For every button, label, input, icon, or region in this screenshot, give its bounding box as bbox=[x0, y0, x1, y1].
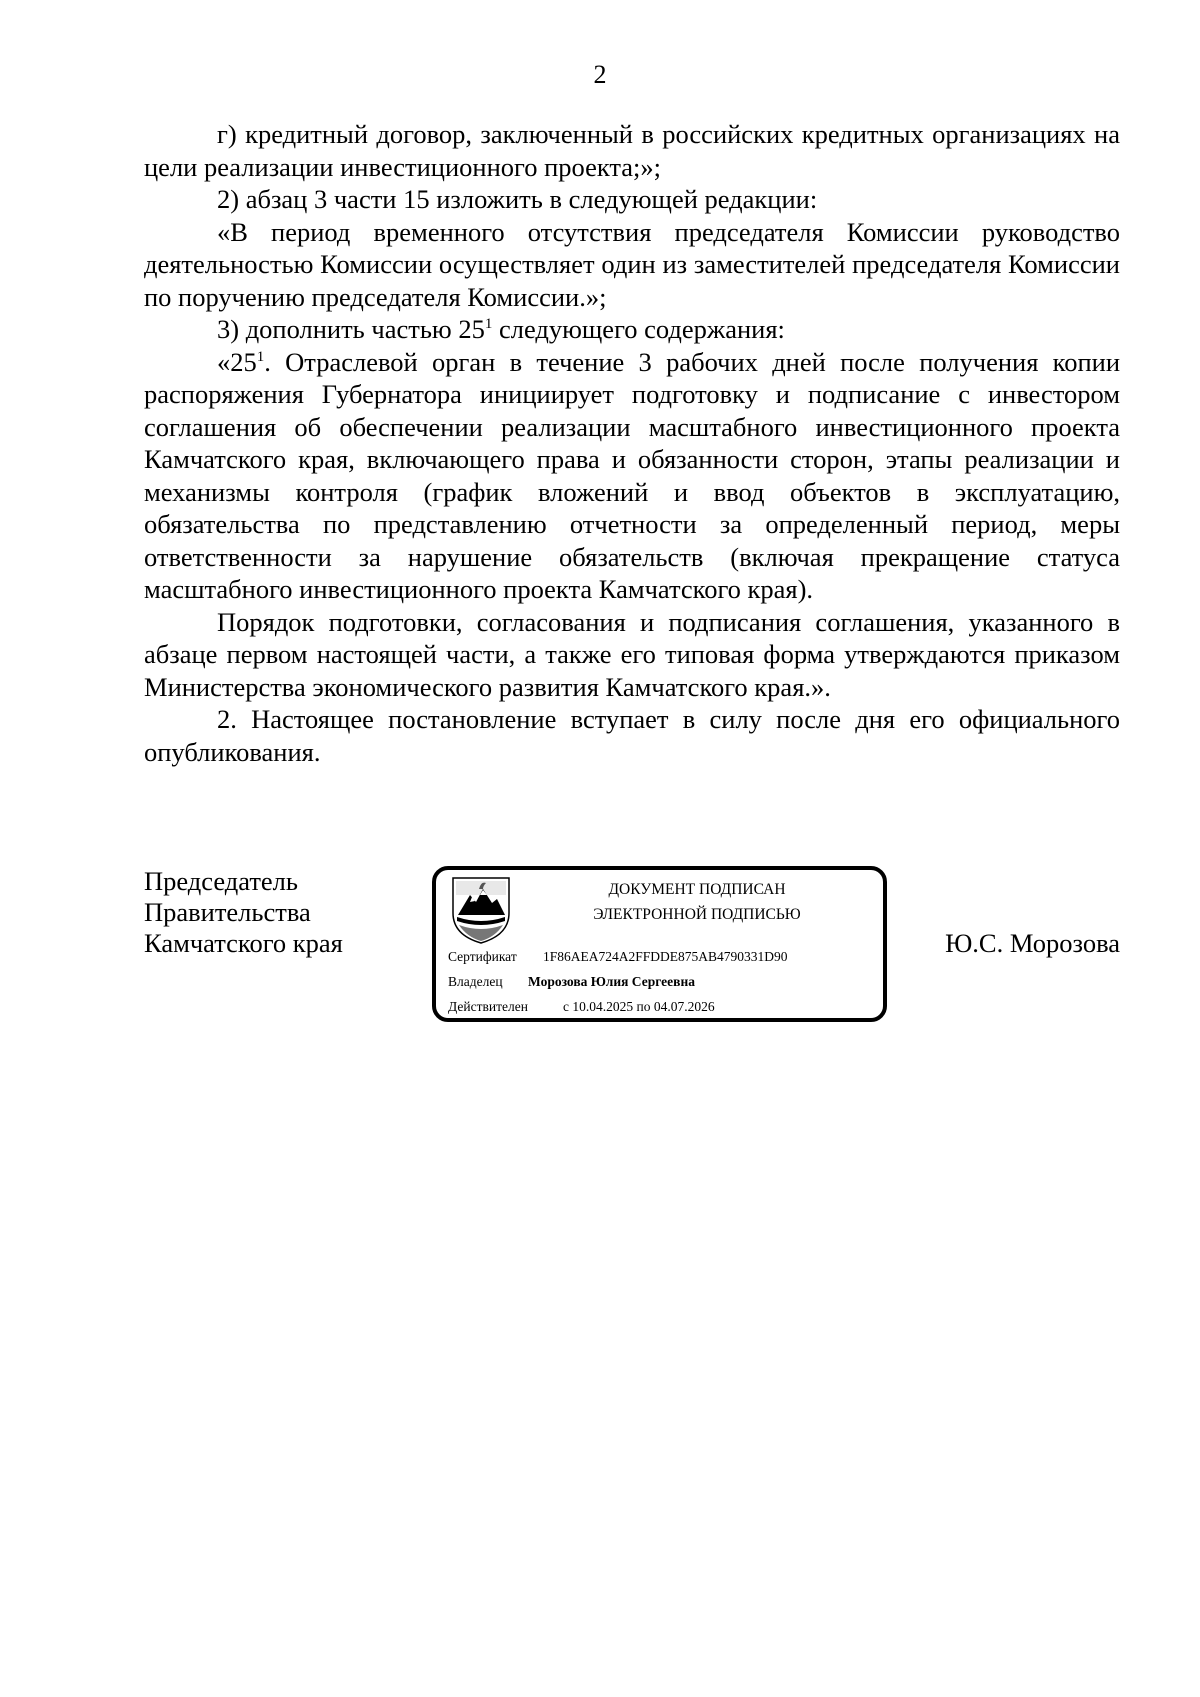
kamchatka-coat-of-arms-icon bbox=[450, 875, 512, 945]
paragraph-text: 3) дополнить частью 25 bbox=[217, 314, 485, 344]
paragraph: г) кредитный договор, заключенный в российских кредитных организациях на цели реализации инвестиционного проекта;»; bbox=[144, 119, 1120, 182]
signatory-name: Ю.С. Морозова bbox=[945, 928, 1120, 958]
superscript: 1 bbox=[484, 316, 493, 332]
owner-label: Владелец bbox=[448, 974, 503, 989]
paragraph bbox=[144, 313, 1120, 346]
document-body bbox=[144, 118, 1120, 768]
paragraph: 2) абзац 3 части 15 изложить в следующей редакции: bbox=[217, 184, 818, 214]
paragraph: «В период временного отсутствия председателя Комиссии руководство деятельностью Комиссии осуществляет один из заместителей председателя Комиссии по поручению председателя Комиссии.»; bbox=[144, 216, 1120, 312]
paragraph: Порядок подготовки, согласования и подписания соглашения, указанного в абзаце первом настоящей части, а также его типовая форма утверждаются приказом Министерства экономического развития Камчатского края.». bbox=[144, 606, 1120, 702]
stamp-subtitle: ЭЛЕКТРОННОЙ ПОДПИСЬЮ bbox=[593, 906, 801, 923]
paragraph: 2. Настоящее постановление вступает в силу после дня его официального опубликования. bbox=[144, 704, 1120, 767]
certificate-label: Сертификат bbox=[448, 949, 517, 964]
electronic-signature-stamp bbox=[432, 866, 887, 1022]
position-line: Камчатского края bbox=[144, 928, 343, 958]
paragraph-text: следующего содержания: bbox=[492, 314, 785, 344]
paragraph-text: . Отраслевой орган в течение 3 рабочих дней после получения копии распоряжения Губернатора инициирует подготовку и подписание с инвестором соглашения об обеспечении реализации масштабного инвестиционного проекта Камчатского края, включающего права и обязанности сторон, этапы реализации и механизмы контроля (график вложений и ввод объектов в эксплуатацию, обязательства по представлению отчетности за определенный период, меры ответственности за нарушение обязательств (включая прекращение статуса масштабного инвестиционного проекта Камчатского края). bbox=[144, 346, 1120, 604]
owner-row bbox=[448, 973, 873, 991]
validity-label: Действителен bbox=[448, 999, 528, 1014]
superscript: 1 bbox=[256, 348, 265, 365]
certificate-value: 1F86AEA724A2FFDDE875AB4790331D90 bbox=[543, 949, 788, 964]
position-line: Правительства bbox=[144, 897, 311, 927]
stamp-title: ДОКУМЕНТ ПОДПИСАН bbox=[608, 881, 786, 898]
page-number: 2 bbox=[593, 60, 607, 89]
certificate-row bbox=[448, 948, 873, 966]
owner-value: Морозова Юлия Сергеевна bbox=[528, 974, 695, 989]
position-line: Председатель bbox=[144, 866, 298, 896]
validity-value: с 10.04.2025 по 04.07.2026 bbox=[563, 999, 715, 1014]
paragraph bbox=[144, 346, 1120, 606]
validity-row bbox=[448, 998, 873, 1016]
signatory-position bbox=[144, 866, 343, 959]
paragraph-text: «25 bbox=[217, 346, 257, 377]
